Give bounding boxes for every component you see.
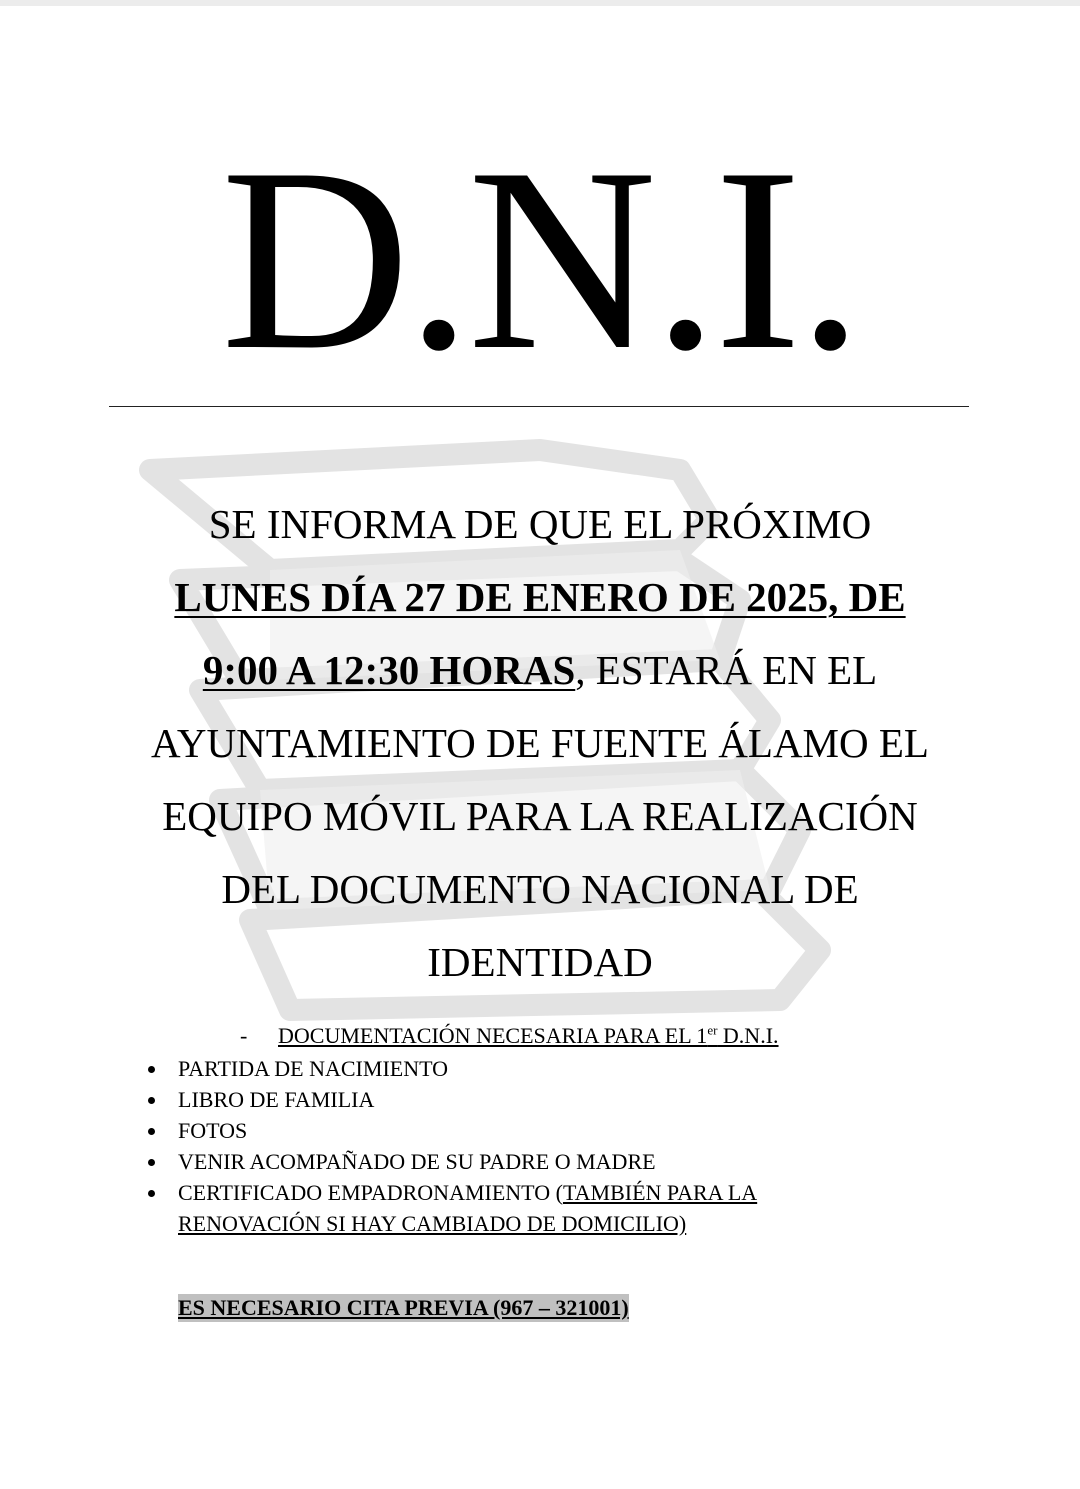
notice-line-5: EQUIPO MÓVIL PARA LA REALIZACIÓN	[162, 793, 918, 839]
divider	[109, 406, 969, 407]
appointment-notice: ES NECESARIO CITA PREVIA (967 – 321001)	[178, 1295, 629, 1320]
documentation-heading	[240, 1022, 940, 1050]
notice-line-2	[70, 561, 1010, 634]
list-item: LIBRO DE FAMILIA	[178, 1084, 938, 1115]
heading-post: D.N.I.	[717, 1023, 779, 1048]
notice-date: LUNES DÍA 27 DE ENERO DE 2025, DE	[174, 574, 906, 620]
notice-line-1: SE INFORMA DE QUE EL PRÓXIMO	[208, 501, 872, 547]
notice-line-3-rest: , ESTARÁ EN EL	[575, 647, 878, 693]
heading-pre: DOCUMENTACIÓN NECESARIA PARA EL 1	[278, 1023, 708, 1048]
notice-hours: 9:00 A 12:30 HORAS	[202, 647, 576, 693]
page-title: D.N.I.	[220, 114, 860, 404]
certificado-text: CERTIFICADO EMPADRONAMIENTO (	[178, 1180, 563, 1205]
notice-line-6: DEL DOCUMENTO NACIONAL DE	[221, 866, 859, 912]
notice-line-7: IDENTIDAD	[427, 939, 653, 985]
list-item: FOTOS	[178, 1115, 938, 1146]
heading-dash: -	[240, 1023, 248, 1048]
notice-text	[70, 488, 1010, 999]
list-item: VENIR ACOMPAÑADO DE SU PADRE O MADRE	[178, 1146, 938, 1177]
heading-text	[278, 1023, 779, 1048]
renovacion-note-2: RENOVACIÓN SI HAY CAMBIADO DE DOMICILIO)	[178, 1211, 687, 1236]
renovacion-note-1: TAMBIÉN PARA LA	[562, 1180, 758, 1205]
heading-sup: er	[707, 1022, 718, 1038]
list-item	[178, 1177, 938, 1239]
list-item: PARTIDA DE NACIMIENTO	[178, 1053, 938, 1084]
top-bar	[0, 0, 1080, 6]
notice-line-3	[70, 634, 1010, 707]
notice-line-4: AYUNTAMIENTO DE FUENTE ÁLAMO EL	[151, 720, 929, 766]
requirements-list	[178, 1053, 938, 1239]
